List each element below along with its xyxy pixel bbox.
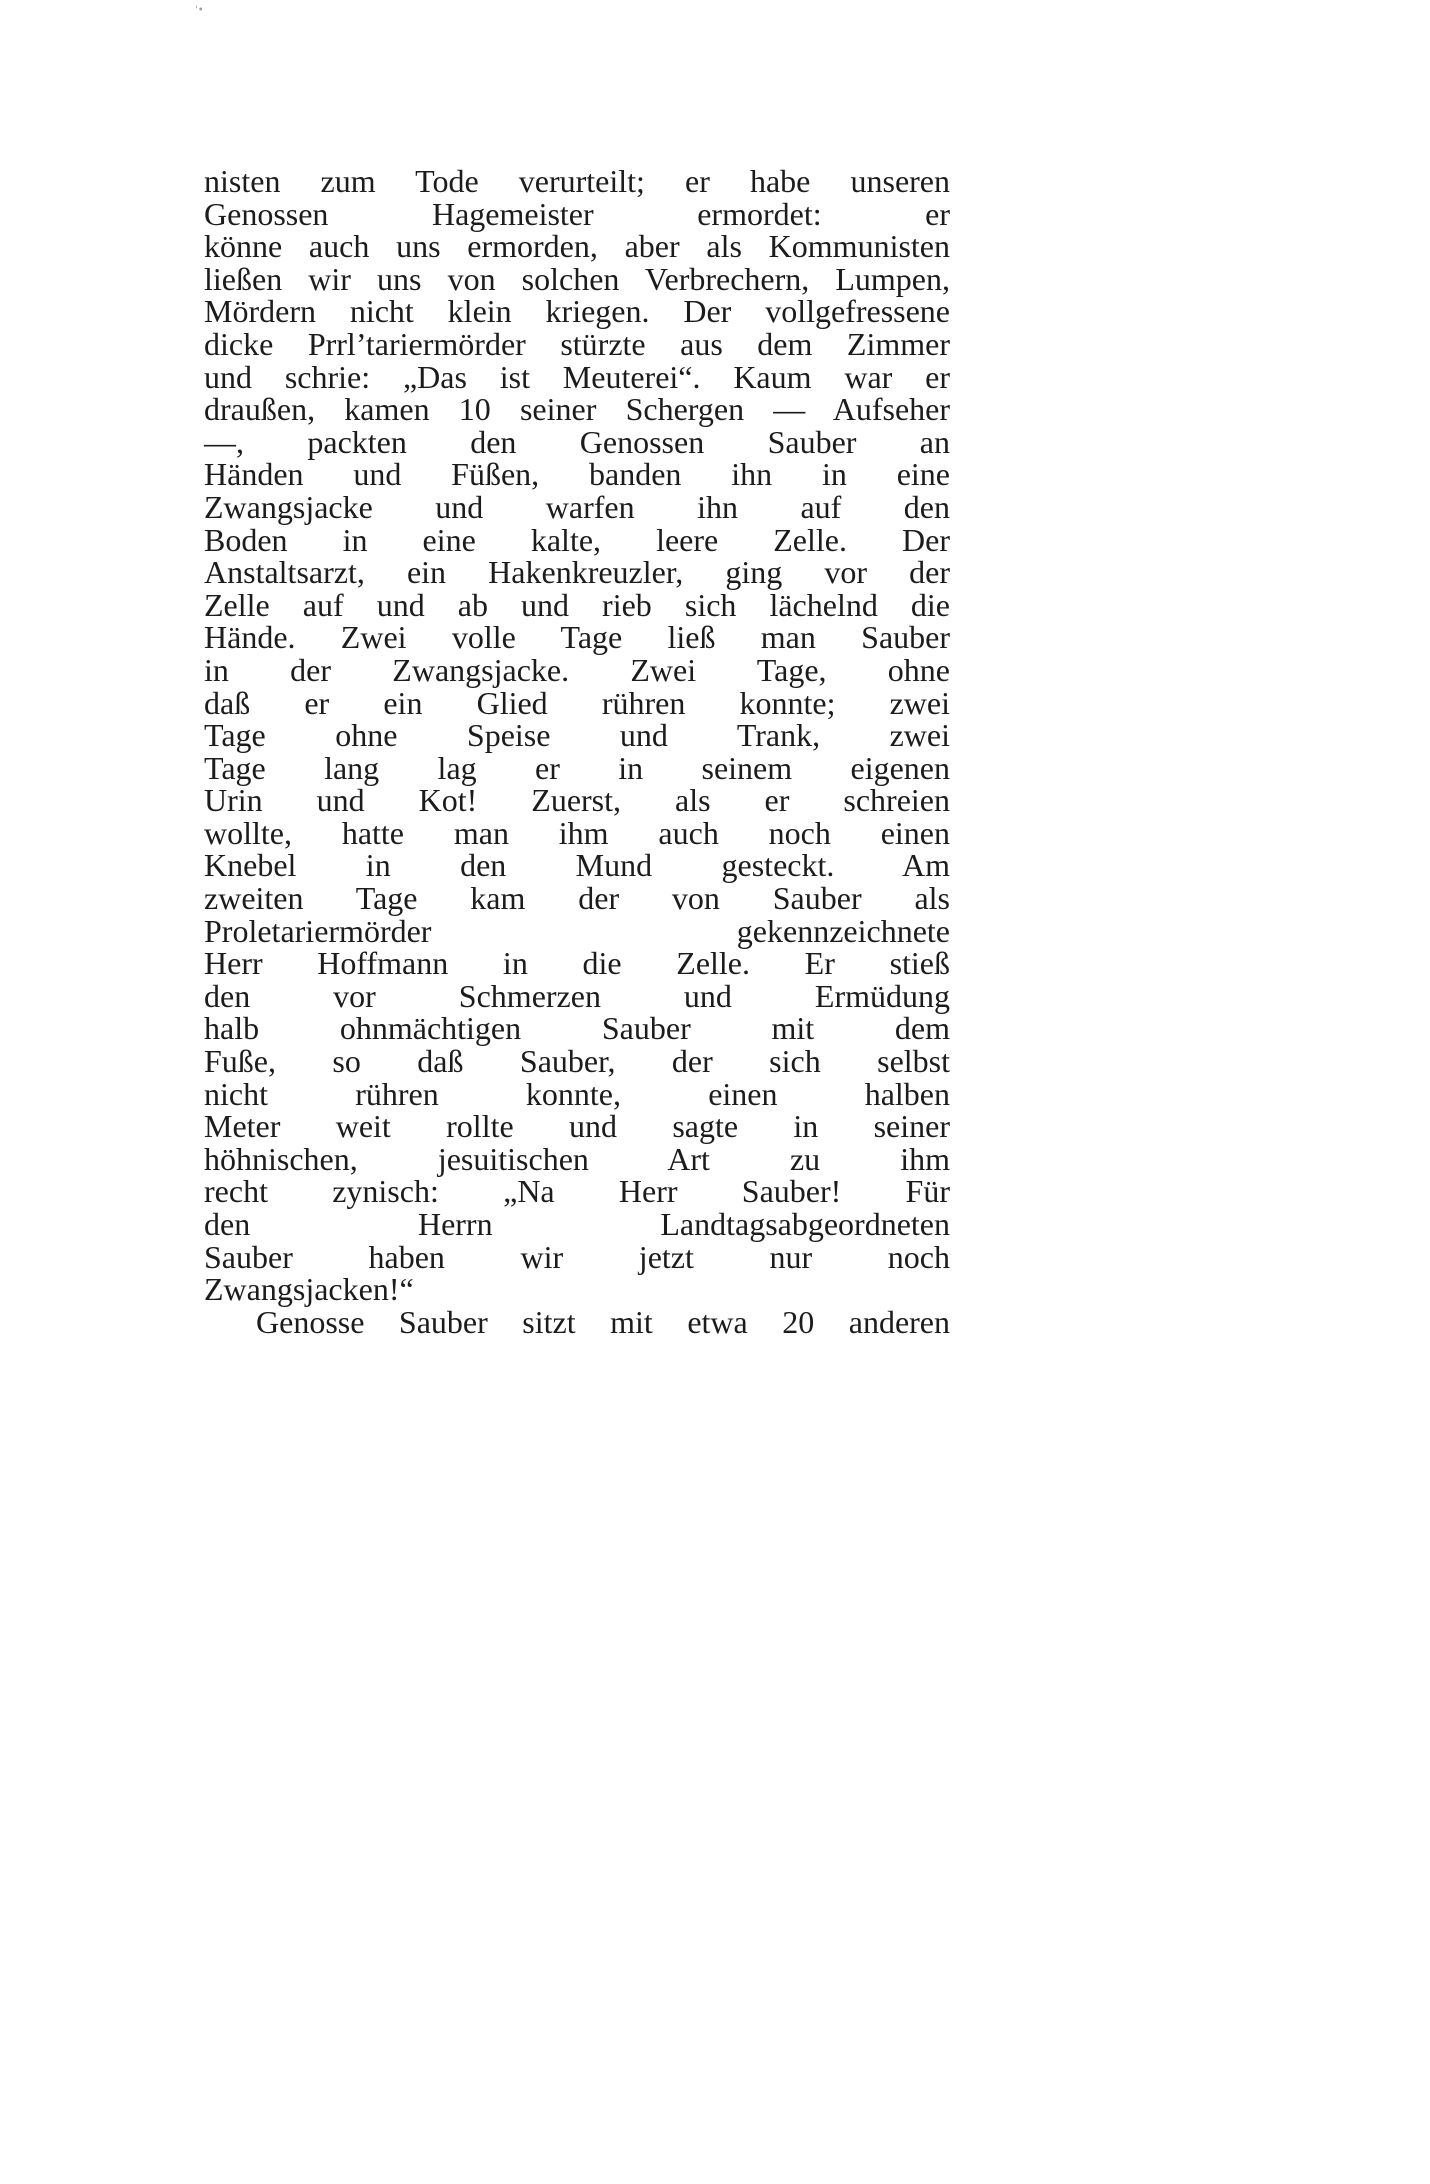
text-line: Sauber haben wir jetzt nur noch bbox=[204, 1238, 950, 1275]
text-line: dicke Prrl’tariermörder stürzte aus dem Zimmer bbox=[204, 325, 950, 362]
text-line: Anstaltsarzt, ein Hakenkreuzler, ging vor der bbox=[204, 554, 950, 591]
page-speck: '• bbox=[195, 5, 204, 16]
text-line: Boden in eine kalte, leere Zelle. Der bbox=[204, 521, 950, 558]
text-line: Meter weit rollte und sagte in seiner bbox=[204, 1108, 950, 1145]
text-line: Genossen Hagemeister ermordet: er bbox=[204, 195, 950, 232]
text-line: Mördern nicht klein kriegen. Der vollgefressene bbox=[204, 293, 950, 330]
text-line: in der Zwangsjacke. Zwei Tage, ohne bbox=[204, 651, 950, 688]
text-line: nisten zum Tode verurteilt; er habe unseren bbox=[204, 163, 950, 199]
text-line: ließen wir uns von solchen Verbrechern, Lumpen, bbox=[204, 260, 950, 297]
text-line: Zwangsjacke und warfen ihn auf den bbox=[204, 488, 950, 525]
text-line: Urin und Kot! Zuerst, als er schreien bbox=[204, 782, 950, 819]
text-line: wollte, hatte man ihm auch noch einen bbox=[204, 814, 950, 851]
text-line: halb ohnmächtigen Sauber mit dem bbox=[204, 1010, 950, 1047]
text-line: Händen und Füßen, banden ihn in eine bbox=[204, 456, 950, 493]
text-line: höhnischen, jesuitischen Art zu ihm bbox=[204, 1140, 950, 1177]
text-line: Tage lang lag er in seinem eigenen bbox=[204, 749, 950, 786]
body-text bbox=[204, 165, 950, 1338]
text-line: und schrie: „Das ist Meuterei“. Kaum war er bbox=[204, 358, 950, 395]
text-line: recht zynisch: „Na Herr Sauber! Für bbox=[204, 1173, 950, 1210]
text-line: den vor Schmerzen und Ermüdung bbox=[204, 977, 950, 1014]
text-line: Genosse Sauber sitzt mit etwa 20 anderen bbox=[256, 1303, 950, 1340]
text-line: Knebel in den Mund gesteckt. Am bbox=[204, 847, 950, 884]
text-line: Tage ohne Speise und Trank, zwei bbox=[204, 717, 950, 754]
text-line: Proletariermörder gekennzeichnete bbox=[204, 912, 950, 949]
text-line: Zwangsjacken!“ bbox=[204, 1271, 414, 1308]
text-line: draußen, kamen 10 seiner Schergen — Aufseher bbox=[204, 391, 950, 428]
text-line: Fuße, so daß Sauber, der sich selbst bbox=[204, 1043, 950, 1080]
text-line: daß er ein Glied rühren konnte; zwei bbox=[204, 684, 950, 721]
text-line: —, packten den Genossen Sauber an bbox=[204, 423, 950, 460]
text-line: Zelle auf und ab und rieb sich lächelnd die bbox=[204, 586, 950, 623]
text-line: nicht rühren konnte, einen halben bbox=[204, 1075, 950, 1112]
text-line: den Herrn Landtagsabgeordneten bbox=[204, 1206, 950, 1242]
text-line: Herr Hoffmann in die Zelle. Er stieß bbox=[204, 945, 950, 982]
text-line: könne auch uns ermorden, aber als Kommunisten bbox=[204, 228, 950, 265]
text-line: Hände. Zwei volle Tage ließ man Sauber bbox=[204, 619, 950, 656]
text-line: zweiten Tage kam der von Sauber als bbox=[204, 880, 950, 917]
